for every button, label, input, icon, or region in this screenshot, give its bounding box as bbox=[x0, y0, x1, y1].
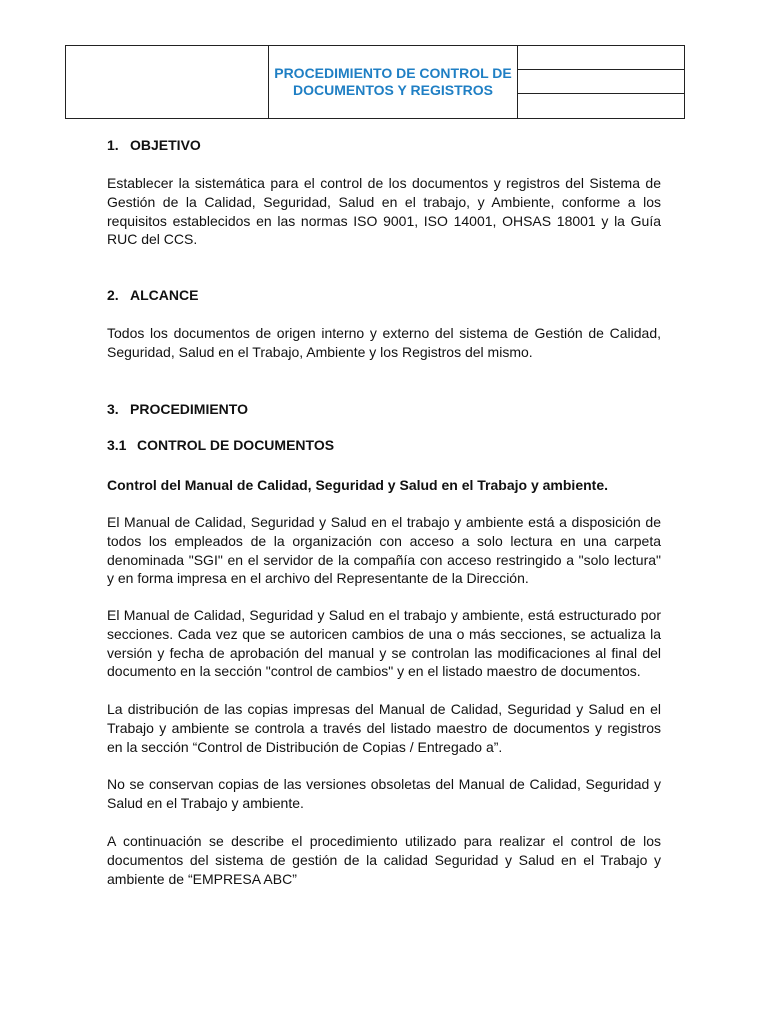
logo-cell bbox=[66, 46, 269, 118]
section-title: PROCEDIMIENTO bbox=[130, 401, 248, 417]
section-heading-alcance bbox=[107, 287, 198, 303]
procedimiento-paragraph-5: A continuación se describe el procedimiento utilizado para realizar el control de los documentos del sistema de gestión de la calidad Seguridad y Salud en el Trabajo y ambiente de “EMPRESA ABC” bbox=[107, 833, 661, 887]
meta-row bbox=[518, 94, 684, 118]
procedimiento-paragraph-4: No se conservan copias de las versiones obsoletas del Manual de Calidad, Seguridad y Salud en el Trabajo y ambiente. bbox=[107, 776, 661, 811]
section-title: ALCANCE bbox=[130, 287, 199, 303]
section-title: OBJETIVO bbox=[130, 137, 201, 153]
document-title bbox=[269, 46, 518, 118]
section-heading-objetivo bbox=[107, 137, 201, 153]
subsection-title: CONTROL DE DOCUMENTOS bbox=[137, 437, 335, 453]
section-number: 2. bbox=[107, 287, 119, 303]
header-table bbox=[65, 45, 685, 119]
meta-row bbox=[518, 46, 684, 70]
subsection-number: 3.1 bbox=[107, 437, 127, 453]
procedimiento-paragraph-1: El Manual de Calidad, Seguridad y Salud en el trabajo y ambiente está a disposición de todos los empleados de la organización con acceso a solo lectura en una carpeta denominada "SGI" en el servidor de la compañía con acceso restringido a "solo lectura" y en forma impresa en el archivo del Representante de la Dirección. bbox=[107, 514, 661, 587]
section-number: 3. bbox=[107, 401, 119, 417]
procedimiento-paragraph-3: La distribución de las copias impresas del Manual de Calidad, Seguridad y Salud en el Trabajo y ambiente se controla a través del listado maestro de documentos y registros en la sección “Control de Distribución de Copias / Entregado a”. bbox=[107, 701, 661, 755]
alcance-text: Todos los documentos de origen interno y externo del sistema de Gestión de Calidad, Seguridad, Salud en el Trabajo, Ambiente y los Registros del mismo. bbox=[107, 325, 661, 360]
procedimiento-paragraph-2: El Manual de Calidad, Seguridad y Salud en el trabajo y ambiente, está estructurado por secciones. Cada vez que se autoricen cambios de una o más secciones, se actualiza la versión y fecha de aprobación del manual y se controlan las modificaciones al final del documento en la sección "control de cambios" y en el listado maestro de documentos. bbox=[107, 607, 661, 680]
document-title-line1: PROCEDIMIENTO DE CONTROL DE bbox=[274, 65, 512, 81]
section-heading-procedimiento bbox=[107, 401, 248, 417]
document-title-line2: DOCUMENTOS Y REGISTROS bbox=[293, 82, 493, 98]
objetivo-text: Establecer la sistemática para el control de los documentos y registros del Sistema de Gestión de la Calidad, Seguridad, Salud en el trabajo, y Ambiente, conforme a los requisitos establecidos en las normas ISO 9001, ISO 14001, OHSAS 18001 y la Guía RUC del CCS. bbox=[107, 175, 661, 248]
meta-row bbox=[518, 70, 684, 94]
subsection-heading-control-documentos bbox=[107, 437, 334, 453]
meta-cell bbox=[518, 46, 684, 118]
section-number: 1. bbox=[107, 137, 119, 153]
manual-control-title: Control del Manual de Calidad, Seguridad y Salud en el Trabajo y ambiente. bbox=[107, 477, 608, 493]
